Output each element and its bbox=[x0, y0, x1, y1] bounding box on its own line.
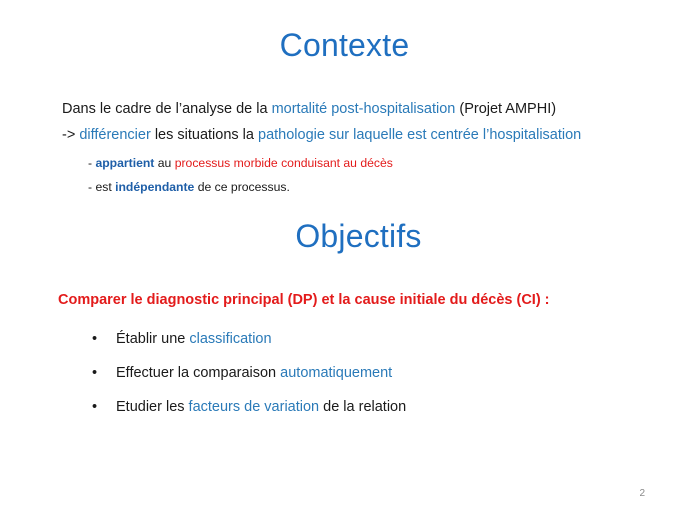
sub-2-suffix: de ce processus. bbox=[194, 180, 290, 194]
sub-1-highlight: appartient bbox=[95, 156, 155, 170]
objectifs-subtitle: Comparer le diagnostic principal (DP) et la cause initiale du décès (CI) : bbox=[58, 292, 550, 308]
bullet-highlight: automatiquement bbox=[280, 365, 393, 381]
bullet-marker: • bbox=[92, 365, 98, 381]
bullet-prefix: Effectuer la comparaison bbox=[116, 365, 281, 381]
sub-2-prefix: - est bbox=[88, 180, 116, 194]
objectifs-title: Objectifs bbox=[295, 218, 422, 254]
contexte-line-2 bbox=[62, 127, 581, 143]
bullet-highlight: classification bbox=[189, 331, 272, 347]
contexte-sub-1 bbox=[88, 156, 393, 170]
line-2-highlight-2: pathologie sur laquelle est centrée l’hospitalisation bbox=[258, 127, 582, 143]
bullet-prefix: Etudier les bbox=[116, 399, 189, 415]
page-number: 2 bbox=[639, 488, 645, 499]
line-2-arrow: -> bbox=[62, 127, 80, 143]
contexte-line-1 bbox=[62, 101, 556, 117]
line-1-suffix: (Projet AMPHI) bbox=[455, 101, 557, 117]
bullet-suffix: de la relation bbox=[319, 399, 407, 415]
bullet-highlight: facteurs de variation bbox=[188, 399, 320, 415]
sub-1-mid: au bbox=[154, 156, 175, 170]
sub-1-dash: - bbox=[88, 156, 96, 170]
line-2-mid: les situations la bbox=[150, 127, 258, 143]
bullet-item bbox=[92, 399, 406, 415]
bullet-item bbox=[92, 365, 392, 381]
line-1-highlight: mortalité post-hospitalisation bbox=[271, 101, 456, 117]
line-2-highlight-1: différencier bbox=[79, 127, 151, 143]
bullet-item bbox=[92, 331, 272, 347]
contexte-sub-2 bbox=[88, 180, 290, 194]
bullet-prefix: Établir une bbox=[116, 331, 190, 347]
contexte-title: Contexte bbox=[279, 27, 410, 63]
sub-1-red: processus morbide conduisant au décès bbox=[174, 156, 393, 170]
line-1-prefix: Dans le cadre de l’analyse de la bbox=[62, 101, 272, 117]
sub-2-highlight: indépendante bbox=[115, 180, 195, 194]
bullet-marker: • bbox=[92, 399, 98, 415]
bullet-marker: • bbox=[92, 331, 98, 347]
